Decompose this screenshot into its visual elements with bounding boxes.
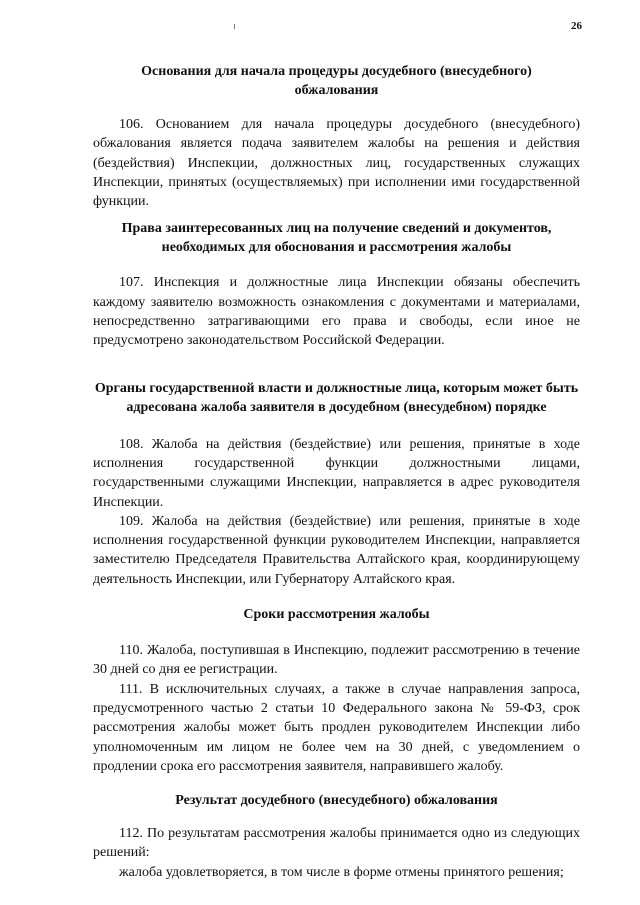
paragraph-108: 108. Жалоба на действия (бездействие) или решения, принятые в ходе исполнения государственной функции должностными лицами, государственными служащими Инспекции, направляется в адрес руководителя Инспекции. (93, 436, 580, 510)
paragraph-106: 106. Основанием для начала процедуры досудебного (внесудебного) обжалования является подача заявителем жалобы на решения и действия (бездействия) Инспекции, должностных лиц, государственных служащих Инспекции, принятых (осуществляемых) при исполнении ими государственной функции. (93, 117, 580, 210)
paragraph-111: 111. В исключительных случаях, а также в случае направления запроса, предусмотренного частью 2 статьи 10 Федерального закона № 59-ФЗ, срок рассмотрения жалобы может быть продлен руководителем Инспекции либо уполномоченным им лицом не более чем на 30 дней, с уведомлением о продлении срока его рассмотрения заявителя, направившего жалобу. (93, 681, 580, 774)
paragraph-110: 110. Жалоба, поступившая в Инспекцию, подлежит рассмотрению в течение 30 дней со дня ее регистрации. (93, 643, 580, 678)
document-body (93, 62, 580, 882)
paragraph-107: 107. Инспекция и должностные лица Инспекции обязаны обеспечить каждому заявителю возможность ознакомления с документами и материалами, непосредственно затрагивающими его права и свободы, если иное не предусмотрено законодательством Российской Федерации. (93, 275, 580, 349)
section-heading-rights-to-information: Права заинтересованных лиц на получение сведений и документов, необходимых для обоснования и рассмотрения жалобы (121, 221, 552, 256)
section-heading-appeal-result: Результат досудебного (внесудебного) обжалования (175, 793, 498, 809)
paragraph-112-decision-1: жалоба удовлетворяется, в том числе в форме отмены принятого решения; (119, 864, 564, 880)
page-number: 26 (571, 20, 582, 32)
section-heading-authorities: Органы государственной власти и должностные лица, которым может быть адресована жалоба заявителя в досудебном (внесудебном) порядке (94, 380, 579, 415)
paragraph-109: 109. Жалоба на действия (бездействие) или решения, принятые в ходе исполнения государственной функции руководителем Инспекции, направляется заместителю Председателя Правительства Алтайского края, координирующему деятельность Инспекции, или Губернатору Алтайского края. (93, 513, 580, 587)
section-heading-review-terms: Сроки рассмотрения жалобы (243, 607, 430, 623)
paragraph-112: 112. По результатам рассмотрения жалобы принимается одно из следующих решений: (93, 826, 580, 861)
scan-mark (234, 24, 235, 29)
section-heading-complaint-grounds: Основания для начала процедуры досудебного (внесудебного) обжалования (141, 64, 532, 98)
